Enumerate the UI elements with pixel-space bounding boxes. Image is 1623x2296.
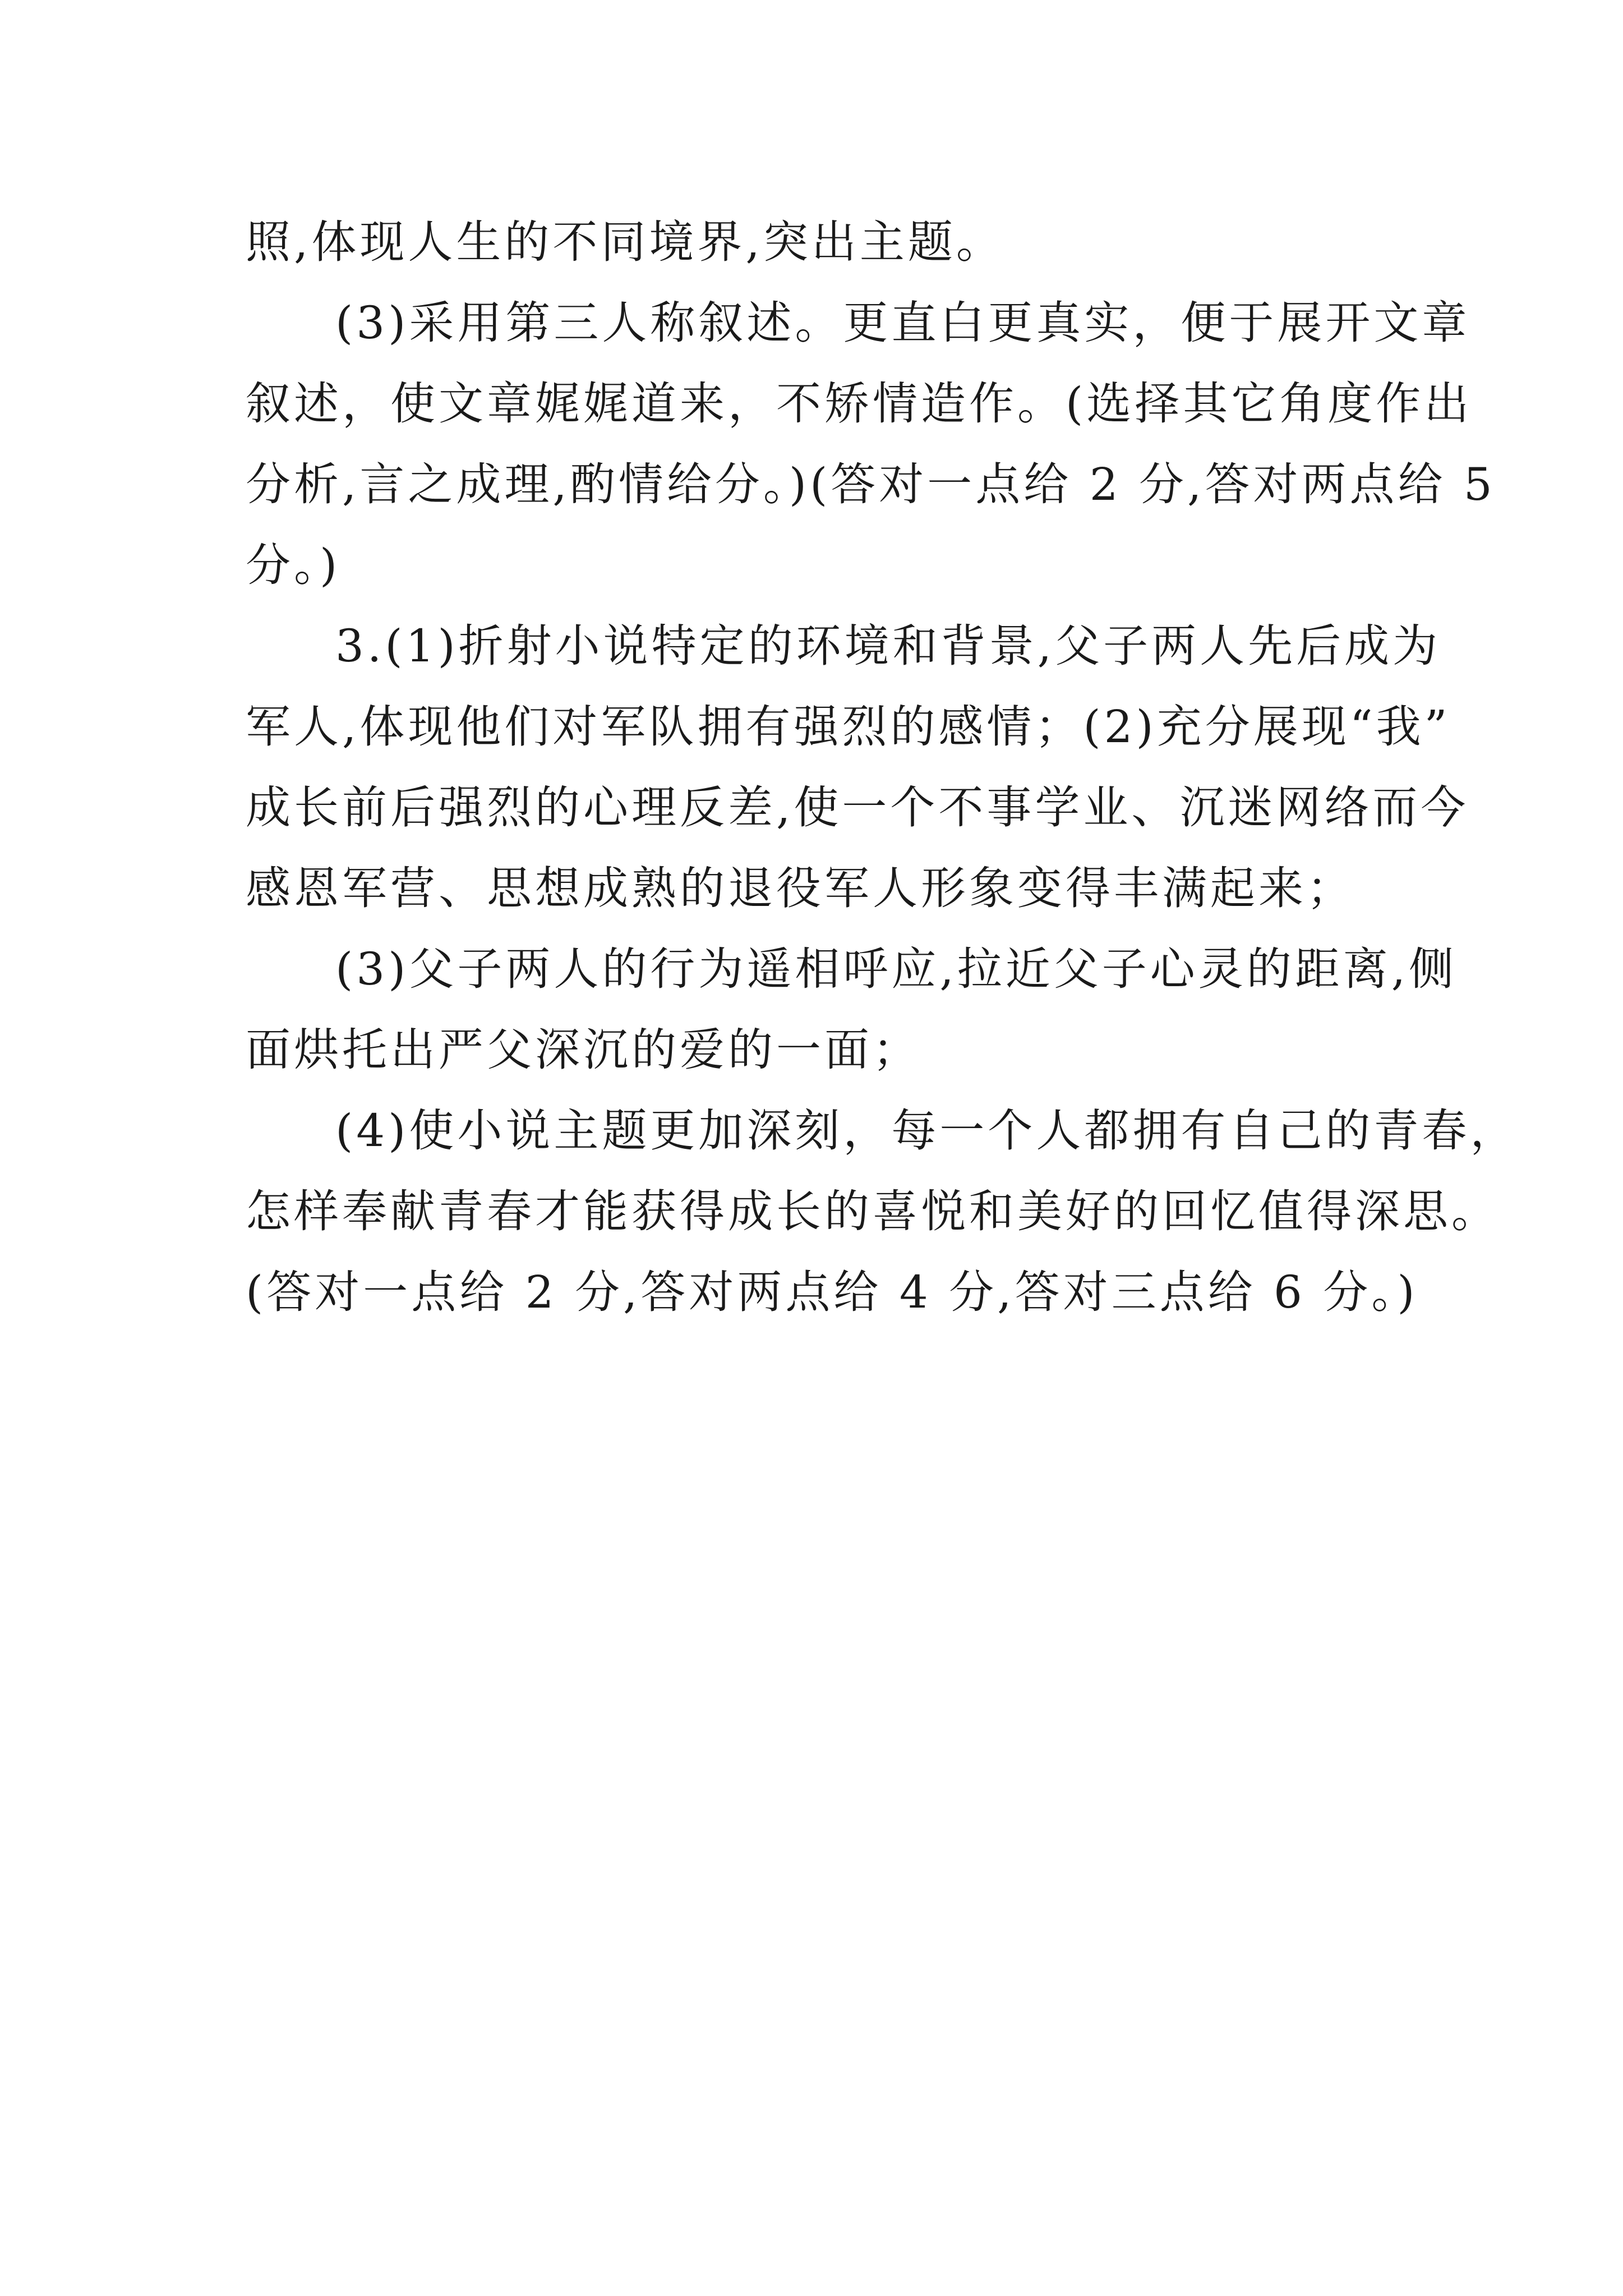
- text-line: (3)采用第三人称叙述。更直白更真实，便于展开文章: [335, 297, 1470, 349]
- text-line: 照,体现人生的不同境界,突出主题。: [246, 216, 1004, 268]
- text-line: 成长前后强烈的心理反差,使一个不事学业、沉迷网络而今: [246, 781, 1469, 834]
- text-line: 面烘托出严父深沉的爱的一面；: [246, 1024, 921, 1076]
- text-line: 分析,言之成理,酌情给分。)(答对一点给 2 分,答对两点给 5: [246, 458, 1496, 510]
- text-line: 军人,体现他们对军队拥有强烈的感情；(2)充分展现“我”: [246, 701, 1451, 753]
- text-line: (3)父子两人的行为遥相呼应,拉近父子心灵的距离,侧: [335, 943, 1458, 995]
- text-line: (4)使小说主题更加深刻，每一个人都拥有自己的青春，: [335, 1105, 1519, 1157]
- text-line: 感恩军营、思想成熟的退役军人形象变得丰满起来；: [246, 862, 1355, 914]
- text-line: 3.(1)折射小说特定的环境和背景,父子两人先后成为: [335, 620, 1441, 672]
- text-line: (答对一点给 2 分,答对两点给 4 分,答对三点给 6 分。): [246, 1266, 1418, 1318]
- text-line: 怎样奉献青春才能获得成长的喜悦和美好的回忆值得深思。: [246, 1185, 1500, 1237]
- text-line: 分。): [246, 539, 341, 591]
- text-line: 叙述，使文章娓娓道来，不矫情造作。(选择其它角度作出: [246, 378, 1473, 430]
- answer-text-block: [246, 202, 1519, 1333]
